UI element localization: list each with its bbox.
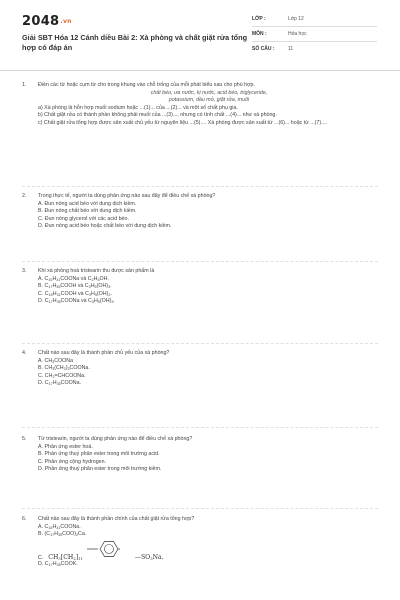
statement-b: b) Chất giặt rửa có thành phần không phải muối của ...(3)..., nhưng có tính chất ...(4)... như xà phòng.	[38, 112, 277, 119]
option-c[interactable]: C. Đun nóng glycerol với các acid béo.	[38, 215, 129, 222]
word-bank-line: chất béo, ưa nước, kị nước, acid béo, triglyceride,	[150, 89, 268, 96]
meta-subject	[252, 31, 382, 37]
meta-count	[252, 46, 382, 52]
statement-a: a) Xà phòng là hỗn hợp muối sodium hoặc ...(1)... của ...(2)... và một số chất phụ gia.	[38, 104, 238, 111]
option-d[interactable]: D. Đun nóng acid béo hoặc chất béo với dung dịch kiềm.	[38, 223, 172, 230]
logo-text: 2048	[22, 14, 60, 29]
formula-alkyl-chain: $CH_3[CH_2]_{11}$	[48, 553, 83, 561]
formula-sulfonate: $—SO_3Na$.	[134, 553, 164, 561]
option-b[interactable]: B. $C_{17}H_{35}COOH$ và $C_3H_5(OH)_3$.	[38, 283, 112, 290]
word-bank-line: potassium, dầu mỏ, giặt rửa, muối	[168, 97, 250, 104]
count-label: SỐ CÂU :	[252, 46, 275, 52]
option-b[interactable]: B. Đun nóng chất béo với dung dịch kiềm.	[38, 208, 137, 215]
option-c[interactable]: C. Phản ứng cộng hydrogen.	[38, 458, 107, 465]
option-a[interactable]: A. Đun nóng acid béo với dung dịch kiềm.	[38, 200, 137, 207]
question-divider	[22, 343, 378, 344]
question-2	[22, 193, 380, 231]
count-value: 11	[288, 46, 294, 52]
question-3	[22, 268, 380, 306]
question-number: 1.	[22, 82, 27, 88]
question-number: 6.	[22, 516, 27, 522]
question-stem: Trong thực tế, người ta dùng phản ứng nào sau đây để điều chế xà phòng?	[38, 193, 216, 199]
option-b[interactable]: B. $(C_{17}H_{35}COO)_2Ca$.	[38, 531, 87, 538]
option-d[interactable]: D. $C_{17}H_{35}COOK$.	[38, 560, 78, 567]
question-stem: Chất nào sau đây là thành phần chính của chất giặt rửa tổng hợp?	[38, 516, 195, 522]
question-number: 5.	[22, 436, 27, 442]
class-value: Lớp 12	[288, 16, 304, 22]
option-a[interactable]: A. $CH_3COONa$	[38, 357, 74, 364]
question-divider	[22, 261, 378, 262]
meta-class	[252, 16, 382, 22]
site-logo[interactable]	[22, 14, 72, 29]
meta-divider	[252, 26, 377, 27]
option-d[interactable]: D. $C_{17}H_{35}COONa$ và $C_3H_5(OH)_3$.	[38, 298, 115, 305]
class-label: LỚP :	[252, 16, 266, 22]
question-stem: Khi xà phòng hoá tristearin thu được sản phẩm là	[38, 268, 155, 274]
question-6	[22, 516, 380, 568]
option-c[interactable]: C. $CH_2=CHCOONa$.	[38, 372, 86, 379]
option-letter: C.	[38, 554, 44, 561]
option-c[interactable]	[38, 539, 380, 561]
question-stem: Từ tristearin, người ta dùng phản ứng nào để điều chế xà phòng?	[38, 436, 193, 442]
subject-label: MÔN :	[252, 31, 267, 37]
question-stem: Điền các từ hoặc cụm từ cho trong khung vào chỗ trống của mỗi phát biểu sau cho phù hợp.	[38, 82, 255, 88]
question-divider	[22, 508, 378, 509]
question-4	[22, 350, 380, 388]
option-d[interactable]: D. Phản ứng thuỷ phân ester trong môi trường kiềm.	[38, 466, 162, 473]
option-d[interactable]: D. $C_{17}H_{35}COONa$.	[38, 380, 81, 387]
option-b[interactable]: B. Phản ứng thuỷ phân ester trong môi trường acid.	[38, 451, 160, 458]
document-header	[0, 0, 400, 71]
option-a[interactable]: A. Phản ứng ester hoá.	[38, 443, 93, 450]
statement-c: c) Chất giặt rửa tổng hợp được sản xuất chủ yếu từ nguyên liệu ...(5).... Xà phòng được sản xuất từ ...(6)... hoặc từ ...(7)....	[38, 119, 328, 126]
question-5	[22, 436, 380, 474]
subject-value: Hóa học	[288, 31, 307, 37]
question-number: 4.	[22, 350, 27, 356]
option-b[interactable]: B. $CH_3(CH_2)_3COONa$.	[38, 365, 90, 372]
option-a[interactable]: A. $C_{15}H_{31}COONa$.	[38, 523, 81, 530]
benzene-ring-icon	[87, 539, 131, 559]
question-divider	[22, 186, 378, 187]
option-a[interactable]: A. $C_{15}H_{31}COONa$ và $C_2H_5OH$.	[38, 275, 109, 282]
logo-suffix: .vn	[60, 18, 72, 25]
question-stem: Chất nào sau đây là thành phần chủ yếu của xà phòng?	[38, 350, 170, 356]
option-c[interactable]: C. $C_{15}H_{31}COOH$ và $C_3H_5(OH)_3$.	[38, 290, 112, 297]
question-1	[22, 82, 380, 128]
document-title: Giải SBT Hóa 12 Cánh diều Bài 2: Xà phòng và chất giặt rửa tổng hợp có đáp án	[22, 33, 248, 52]
meta-divider	[252, 41, 377, 42]
question-number: 2.	[22, 193, 27, 199]
question-number: 3.	[22, 268, 27, 274]
question-divider	[22, 427, 378, 428]
